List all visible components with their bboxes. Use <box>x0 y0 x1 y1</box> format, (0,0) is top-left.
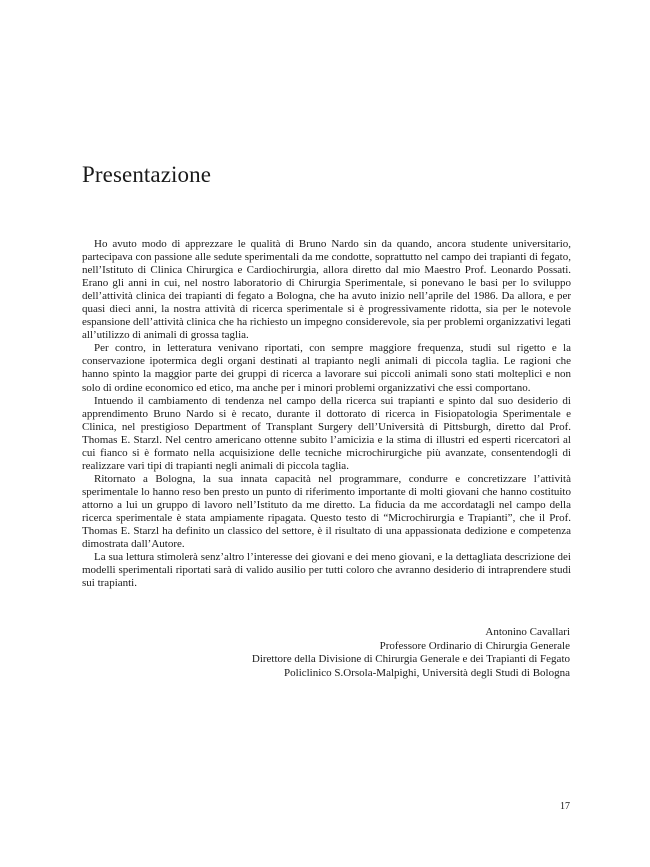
page-title: Presentazione <box>82 162 212 187</box>
signature-block <box>252 626 570 680</box>
page-number: 17 <box>560 801 570 812</box>
signature-position: Direttore della Divisione di Chirurgia Generale e dei Trapianti di Fegato <box>251 653 570 666</box>
paragraph-5: La sua lettura stimolerà senz’altro l’interesse dei giovani e dei meno giovani, e la dettagliata descrizione dei modelli sperimentali riportati sarà di valido ausilio per tutti coloro che avranno desiderio di intraprendere studi sui trapianti. <box>82 551 571 590</box>
paragraph-2: Per contro, in letteratura venivano riportati, con sempre maggiore frequenza, studi sul rigetto e la conservazione ipotermica degli organi destinati al trapianto negli animali di piccola taglia. Le ragioni che hanno spinto la maggior parte dei gruppi di ricerca a lavorare sui piccoli animali sono stati molteplici e non solo di ordine economico ed etico, ma anche per i minori problemi organizzativi che essi comportano. <box>82 342 571 394</box>
signature-role: Professore Ordinario di Chirurgia Generale <box>379 639 570 652</box>
signature-name: Antonino Cavallari <box>485 626 570 638</box>
body-text <box>82 238 571 590</box>
paragraph-4: Ritornato a Bologna, la sua innata capacità nel programmare, condurre e concretizzare l’attività sperimentale lo hanno reso ben presto un punto di riferimento importante di molti giovani che hanno costituito attorno a lui un gruppo di lavoro nell’Istituto da me diretto. La fiducia da me accordatagli nel campo della ricerca sperimentale è stata ampiamente ripagata. Questo testo di “Microchirurgia e Trapianti”, che il Prof. Thomas E. Starzl ha definito un classico del settore, è il risultato di una appassionata dedizione e competenza dimostrata dall’Autore. <box>82 472 571 551</box>
signature-institution: Policlinico S.Orsola-Malpighi, Università degli Studi di Bologna <box>284 666 570 679</box>
paragraph-1: Ho avuto modo di apprezzare le qualità di Bruno Nardo sin da quando, ancora studente universitario, partecipava con passione alle sedute sperimentali da me condotte, soprattutto nel campo dei trapianti di fegato, nell’Istituto di Clinica Chirurgica e Cardiochirurgia, allora diretto dal mio Maestro Prof. Leonardo Possati. Erano gli anni in cui, nel nostro laboratorio di Chirurgia Sperimentale, si ponevano le basi per lo sviluppo dell’attività clinica dei trapianti di fegato a Bologna, che ha avuto inizio nell’aprile del 1986. Da allora, e per quasi dieci anni, la nostra attività di ricerca sperimentale si è progressivamente ridotta, sia per le notevole espansione dell’attività clinica che ha richiesto un impegno considerevole, sia per problemi organizzativi legati all’utilizzo di animali di grossa taglia. <box>82 238 571 342</box>
paragraph-3: Intuendo il cambiamento di tendenza nel campo della ricerca sui trapianti e spinto dal suo desiderio di apprendimento Bruno Nardo si è recato, durante il dottorato di ricerca in Fisiopatologia Sperimentale e Clinica, nel prestigioso Department of Transplant Surgery dell’Università di Pittsburgh, diretto dal Prof. Thomas E. Starzl. Nel centro americano ottenne subito l’amicizia e la stima di illustri ed esperti ricercatori al cui fianco si è formato nella acquisizione delle tecniche microchirurgiche più avanzate, consentendogli di realizzare vari tipi di trapianti negli animali di piccola taglia. <box>82 394 571 472</box>
